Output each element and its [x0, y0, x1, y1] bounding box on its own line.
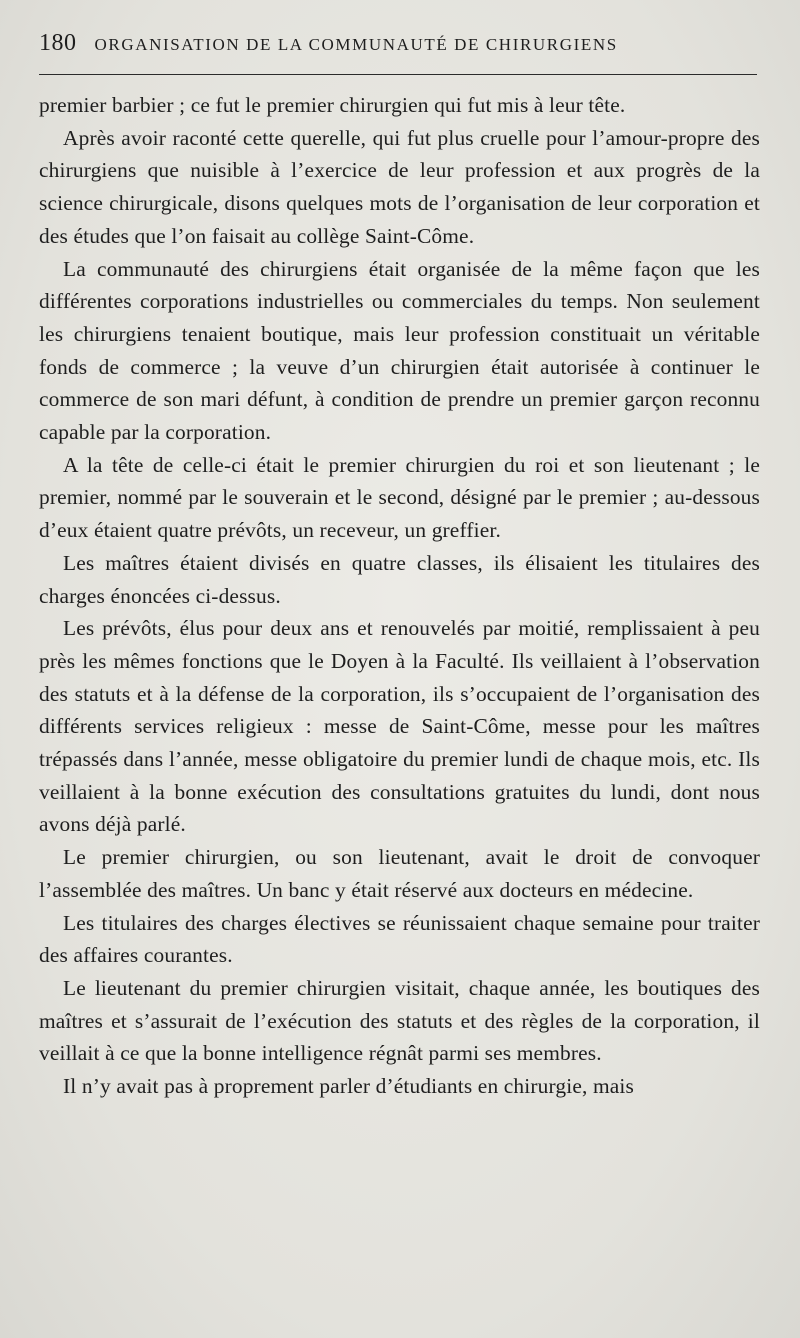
paragraph-1: premier barbier ; ce fut le premier chirurgien qui fut mis à leur tête.	[39, 93, 626, 117]
running-title: ORGANISATION DE LA COMMUNAUTÉ DE CHIRURGIENS	[94, 35, 618, 54]
paragraph-5: Les maîtres étaient divisés en quatre classes, ils élisaient les titulaires des charges énoncées ci-dessus.	[39, 550, 760, 608]
paragraph-3: La communauté des chirurgiens était organisée de la même façon que les différentes corporations industrielles ou commerciales du temps. Non seulement les chirurgiens tenaient boutique, mais leur profession constituait un véritable fonds de commerce ; la veuve d’un chirurgien était autorisée à continuer le commerce de son mari défunt, à condition de prendre un premier garçon reconnu capable par la corporation.	[39, 256, 760, 445]
header-rule	[39, 74, 757, 75]
paragraph-4: A la tête de celle-ci était le premier chirurgien du roi et son lieutenant ; le premier, nommé par le souverain et le second, désigné par le premier ; au-dessous d’eux étaient quatre prévôts, un receveur, un greffier.	[39, 452, 760, 543]
paragraph-2: Après avoir raconté cette querelle, qui fut plus cruelle pour l’amour-propre des chirurgiens que nuisible à l’exercice de leur profession et aux progrès de la science chirurgicale, disons quelques mots de l’organisation de leur corporation et des études que l’on faisait au collège Saint-Côme.	[39, 125, 760, 248]
paragraph-6: Les prévôts, élus pour deux ans et renouvelés par moitié, remplissaient à peu près les mêmes fonctions que le Doyen à la Faculté. Ils veillaient à l’observation des statuts et à la défense de la corporation, ils s’occupaient de l’organisation des différents services religieux : messe de Saint-Côme, messe pour les maîtres trépassés dans l’année, messe obligatoire du premier lundi de chaque mois, etc. Ils veillaient à la bonne exécution des consultations gratuites du lundi, dont nous avons déjà parlé.	[39, 616, 760, 837]
body-text	[39, 89, 760, 1103]
page-header	[39, 30, 760, 62]
paragraph-7: Le premier chirurgien, ou son lieutenant, avait le droit de convoquer l’assemblée des maîtres. Un banc y était réservé aux docteurs en médecine.	[39, 845, 760, 902]
paragraph-10: Il n’y avait pas à proprement parler d’étudiants en chirurgie, mais	[63, 1074, 634, 1099]
page-number: 180	[39, 30, 77, 56]
paragraph-8: Les titulaires des charges électives se réunissaient chaque semaine pour traiter des affaires courantes.	[39, 910, 760, 968]
paragraph-9: Le lieutenant du premier chirurgien visitait, chaque année, les boutiques des maîtres et s’assurait de l’exécution des statuts et des règles de la corporation, il veillait à ce que la bonne intelligence régnât parmi ses membres.	[39, 975, 760, 1066]
